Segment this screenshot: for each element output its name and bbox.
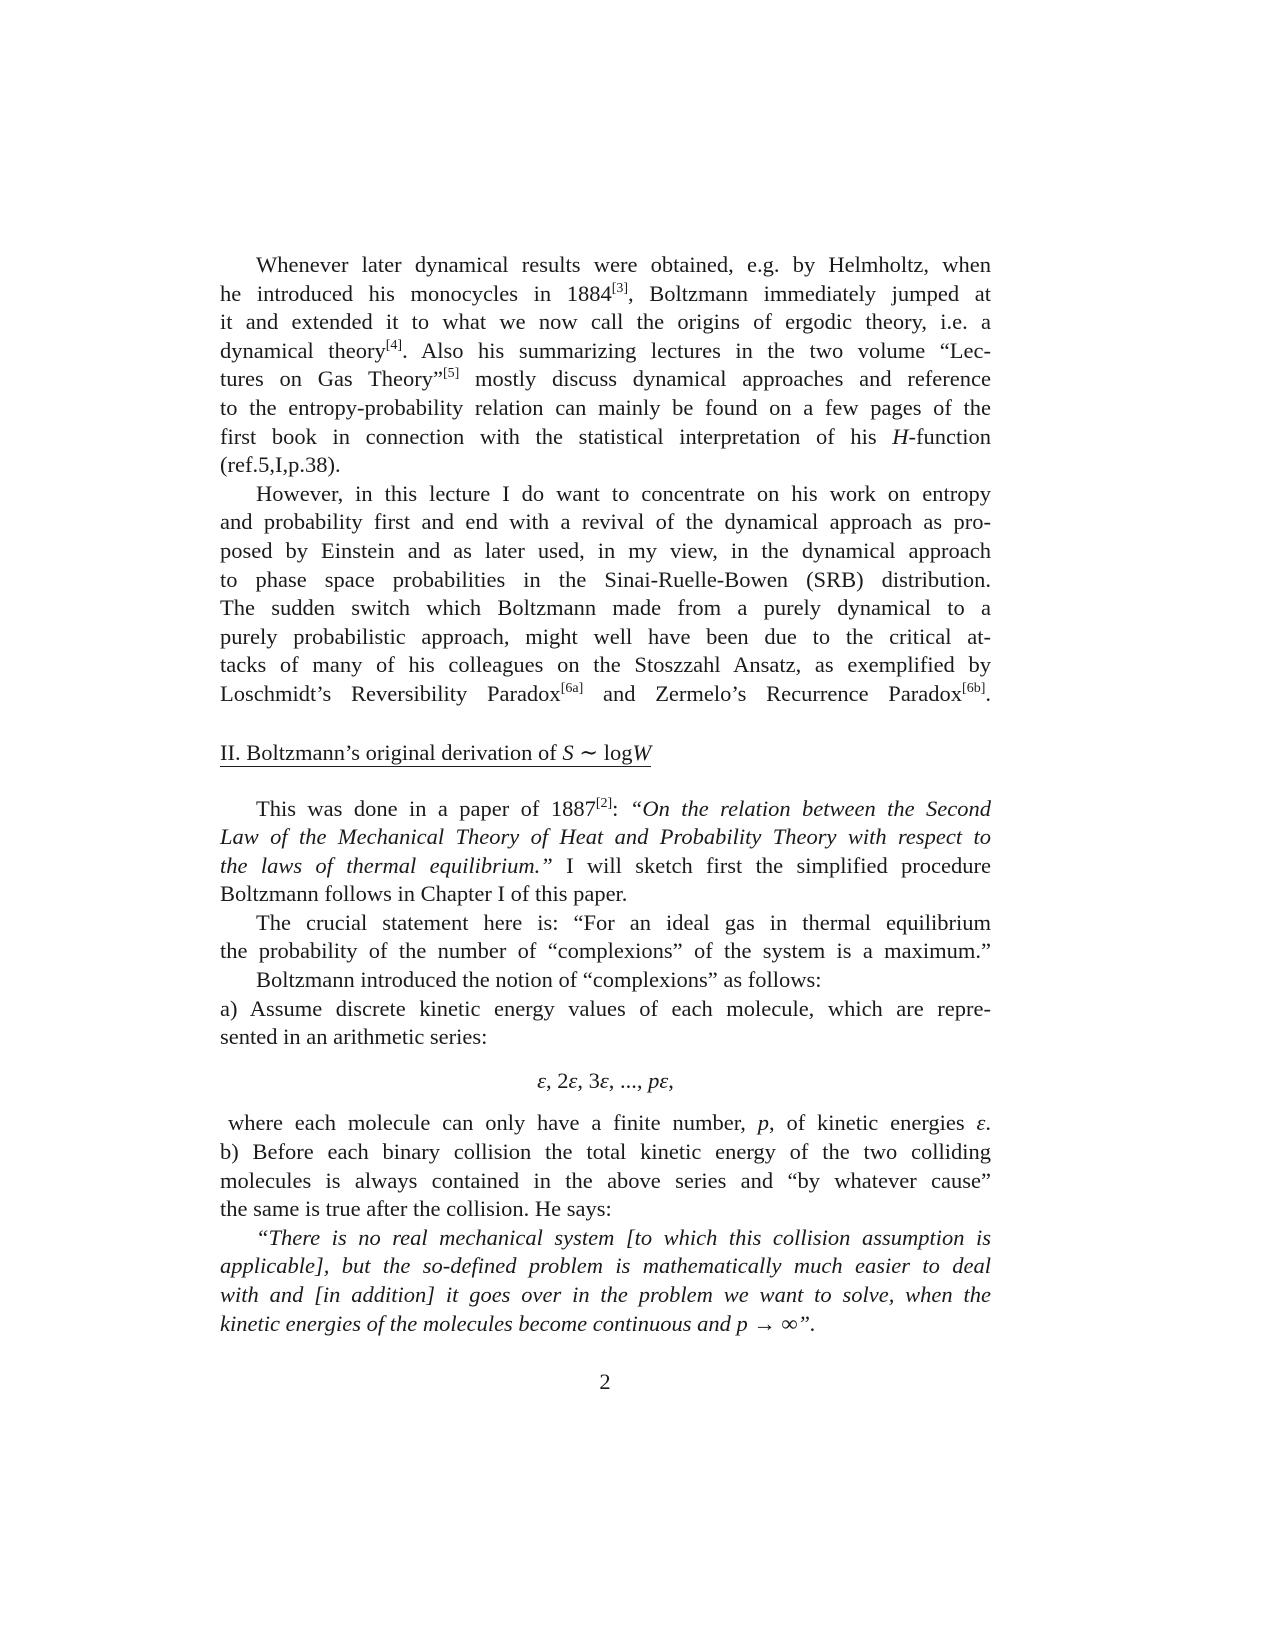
page-number: 2	[599, 1369, 611, 1394]
text-run: to the entropy-probability relation can mainly be found on a few pages of the	[220, 394, 991, 420]
text-run: :	[612, 795, 630, 821]
text-run: kinetic energies of the molecules become continuous and p → ∞”.	[220, 1310, 816, 1336]
italic-run: ε	[976, 1110, 986, 1136]
text-run: dynamical theory	[220, 337, 386, 363]
italic-run: pε	[648, 1067, 669, 1093]
text-run: he introduced his monocycles in 1884	[220, 280, 612, 306]
text-run: The crucial statement here is: “For an ideal gas in thermal equilibrium	[256, 909, 991, 935]
text-block	[220, 795, 991, 1052]
page-body	[220, 251, 991, 1338]
text-run: However, in this lecture I do want to concentrate on his work on entropy	[256, 480, 991, 506]
text-line	[220, 480, 991, 509]
text-run: purely probabilistic approach, might well have been due to the critical at-	[220, 623, 991, 649]
text-line	[220, 680, 991, 709]
text-line	[220, 280, 991, 309]
text-block	[220, 251, 991, 709]
text-run: The sudden switch which Boltzmann made from a purely dynamical to a	[220, 595, 991, 621]
text-run: and Zermelo’s Recurrence Paradox	[583, 680, 963, 706]
text-line	[220, 823, 991, 852]
text-run: , 2	[546, 1067, 569, 1093]
citation-superscript: [4]	[385, 337, 403, 353]
text-line	[220, 880, 991, 909]
italic-run: p	[757, 1110, 770, 1136]
text-line	[220, 308, 991, 337]
text-run: , ...,	[608, 1067, 649, 1093]
italic-run: W	[632, 739, 652, 765]
text-run: where each molecule can only have a finite number,	[228, 1110, 758, 1136]
text-run: I will sketch first the simplified procedure	[552, 852, 991, 878]
text-line	[220, 995, 991, 1024]
text-line	[220, 451, 991, 480]
text-run: ,	[668, 1067, 674, 1093]
text-run: a) Assume discrete kinetic energy values of each molecule, which are repre-	[220, 995, 991, 1021]
text-line	[220, 1224, 991, 1253]
text-line	[220, 1310, 991, 1339]
text-run: “There is no real mechanical system [to which this collision assumption is	[256, 1224, 991, 1250]
text-run: Loschmidt’s Reversibility Paradox	[220, 680, 561, 706]
text-line	[220, 337, 991, 366]
text-line	[220, 1023, 991, 1052]
text-line	[220, 537, 991, 566]
text-run: This was done in a paper of 1887	[256, 795, 596, 821]
citation-superscript: [2]	[595, 795, 613, 811]
text-run: to phase space probabilities in the Sinai-Ruelle-Bowen (SRB) distribution.	[220, 566, 991, 592]
text-run: b) Before each binary collision the total kinetic energy of the two colliding	[220, 1139, 991, 1165]
text-block	[220, 1109, 991, 1338]
italic-run: ε	[599, 1067, 609, 1093]
italic-run: ε	[537, 1067, 546, 1093]
text-line	[220, 251, 991, 280]
text-run: and probability first and end with a revival of the dynamical approach as pro-	[220, 509, 991, 535]
text-run: -function	[908, 423, 991, 449]
italic-run: Law of the Mechanical Theory of Heat and Probability Theory with respect to	[220, 824, 991, 850]
text-run: , Boltzmann immediately jumped at	[628, 280, 991, 306]
text-line	[220, 1252, 991, 1281]
text-run: the same is true after the collision. He says:	[220, 1196, 612, 1222]
text-line	[220, 795, 991, 824]
text-run: .	[985, 1110, 991, 1136]
italic-run: S	[562, 739, 574, 765]
text-line	[220, 1109, 991, 1138]
text-line	[220, 1281, 991, 1310]
italic-run: “On the relation between the Second	[629, 795, 991, 821]
text-run: it and extended it to what we now call the origins of ergodic theory, i.e. a	[220, 309, 991, 335]
citation-superscript: [6b]	[962, 680, 986, 696]
text-line	[220, 623, 991, 652]
text-line	[220, 937, 991, 966]
text-run: (ref.5,I,p.38).	[220, 452, 341, 478]
italic-run: H	[892, 423, 909, 449]
text-run: , of kinetic energies	[769, 1110, 977, 1136]
text-run: the probability of the number of “complexions” of the system is a maximum.”	[220, 938, 991, 964]
text-line	[220, 1195, 991, 1224]
text-run: tures on Gas Theory”	[220, 366, 443, 392]
text-line	[220, 423, 991, 452]
text-run: applicable], but the so-defined problem is mathematically much easier to deal	[220, 1253, 991, 1279]
text-run: ∼ log	[573, 739, 633, 765]
section-heading-wrap	[220, 709, 991, 795]
text-line	[220, 365, 991, 394]
text-line	[220, 566, 991, 595]
citation-superscript: [5]	[442, 366, 460, 382]
text-line	[220, 594, 991, 623]
citation-superscript: [3]	[611, 280, 629, 296]
text-line	[220, 651, 991, 680]
text-line	[220, 1167, 991, 1196]
section-heading	[220, 739, 651, 767]
text-line	[220, 1138, 991, 1167]
text-run: molecules is always contained in the above series and “by whatever cause”	[220, 1167, 991, 1193]
text-line	[220, 394, 991, 423]
text-run: . Also his summarizing lectures in the two volume “Lec-	[402, 337, 991, 363]
text-run: , 3	[577, 1067, 600, 1093]
italic-run: ε	[568, 1067, 578, 1093]
text-line	[220, 852, 991, 881]
text-run: first book in connection with the statistical interpretation of his	[220, 423, 893, 449]
text-line	[220, 909, 991, 938]
text-run: with and [in addition] it goes over in the problem we want to solve, when the	[220, 1282, 991, 1307]
text-run: Boltzmann follows in Chapter I of this paper.	[220, 881, 628, 907]
text-line	[220, 966, 991, 995]
italic-run: the laws of thermal equilibrium.”	[220, 852, 553, 878]
text-run: posed by Einstein and as later used, in my view, in the dynamical approach	[220, 537, 991, 563]
citation-superscript: [6a]	[560, 680, 584, 696]
text-run: mostly discuss dynamical approaches and reference	[459, 366, 991, 392]
text-run: II. Boltzmann’s original derivation of	[220, 739, 563, 765]
display-equation	[220, 1067, 991, 1096]
text-run: sented in an arithmetic series:	[220, 1024, 488, 1050]
text-line	[220, 508, 991, 537]
text-run: .	[985, 680, 991, 706]
text-run: Boltzmann introduced the notion of “complexions” as follows:	[256, 967, 822, 993]
text-run: Whenever later dynamical results were obtained, e.g. by Helmholtz, when	[256, 252, 991, 277]
text-run: tacks of many of his colleagues on the Stoszzahl Ansatz, as exemplified by	[220, 652, 991, 678]
